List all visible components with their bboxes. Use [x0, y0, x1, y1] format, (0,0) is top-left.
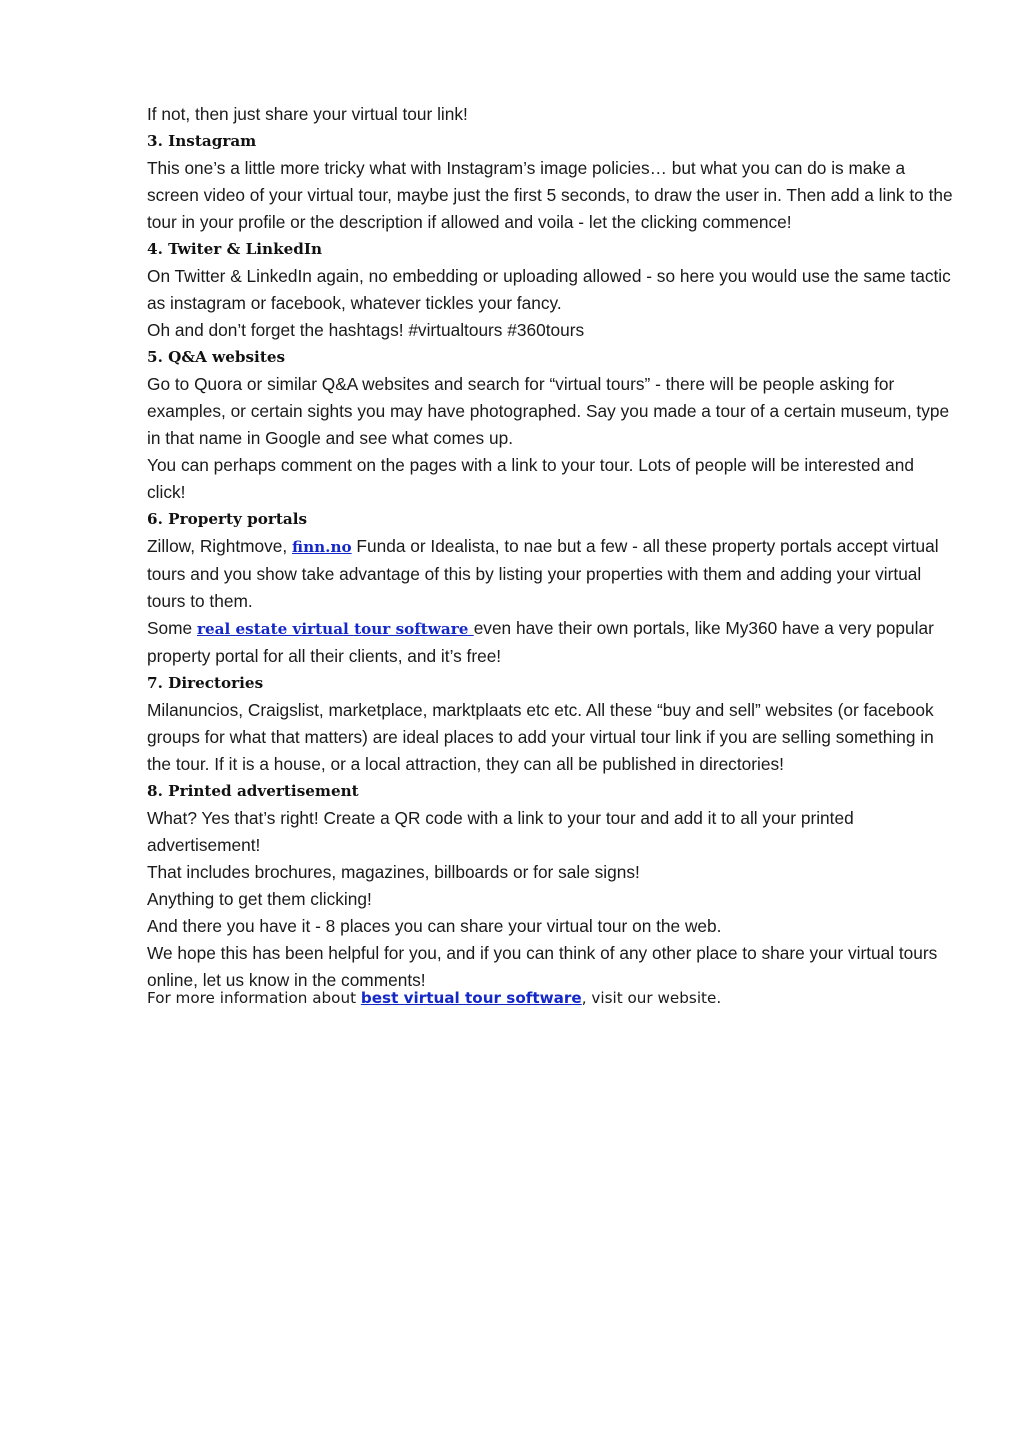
paragraph-property-software [147, 615, 957, 670]
heading-twitter-linkedin: 4. Twiter & LinkedIn [147, 240, 323, 258]
intro-line: If not, then just share your virtual tour link! [147, 104, 468, 124]
heading-instagram: 3. Instagram [147, 132, 257, 150]
paragraph-printed-qr: What? Yes that’s right! Create a QR code with a link to your tour and add it to all your printed advertisement! [147, 808, 854, 855]
real-estate-software-link[interactable]: real estate virtual tour software [196, 620, 474, 638]
paragraph-printed-clicking: Anything to get them clicking! [147, 889, 372, 909]
heading-directories: 7. Directories [147, 674, 264, 692]
software-text-after-link: even have their own portals, like My360 have a very popular property portal for all their clients, and it’s free! [147, 618, 934, 666]
finn-no-link[interactable]: finn.no [292, 538, 352, 556]
paragraph-directories: Milanuncios, Craigslist, marketplace, marktplaats etc etc. All these “buy and sell” websites (or facebook groups for what that matters) are ideal places to add your virtual tour link if you are selling something in the tour. If it is a house, or a local attraction, they can all be published in directories! [147, 700, 934, 774]
best-software-link[interactable]: best virtual tour software [360, 989, 582, 1007]
paragraph-qa-comment: You can perhaps comment on the pages with a link to your tour. Lots of people will be interested and click! [147, 455, 914, 502]
heading-qa-websites: 5. Q&A websites [147, 348, 286, 366]
paragraph-twitter-linkedin: On Twitter & LinkedIn again, no embedding or uploading allowed - so here you would use the same tactic as instagram or facebook, whatever tickles your fancy. [147, 266, 951, 313]
heading-property-portals: 6. Property portals [147, 510, 308, 528]
software-text-before-link: Some [147, 618, 197, 638]
paragraph-instagram: This one’s a little more tricky what with Instagram’s image policies… but what you can do is make a screen video of your virtual tour, maybe just the first 5 seconds, to draw the user in. Then add a link to the tour in your profile or the description if allowed and voila - let the clicking commence! [147, 158, 953, 232]
paragraph-property-portals [147, 533, 957, 615]
document-page [147, 101, 957, 1008]
paragraph-hashtags: Oh and don’t forget the hashtags! #virtualtours #360tours [147, 320, 585, 340]
paragraph-closing: We hope this has been helpful for you, and if you can think of any other place to share your virtual tours online, let us know in the comments! [147, 943, 938, 990]
property-text-before-link: Zillow, Rightmove, [147, 536, 293, 556]
footer-line [147, 988, 957, 1008]
property-text-after-link: Funda or Idealista, to nae but a few - all these property portals accept virtual tours and you show take advantage of this by listing your properties with them and adding your virtual tours to them. [147, 536, 939, 611]
paragraph-printed-includes: That includes brochures, magazines, billboards or for sale signs! [147, 862, 640, 882]
heading-printed-advertisement: 8. Printed advertisement [147, 782, 359, 800]
paragraph-conclusion: And there you have it - 8 places you can share your virtual tour on the web. [147, 916, 722, 936]
paragraph-qa-websites: Go to Quora or similar Q&A websites and search for “virtual tours” - there will be people asking for examples, or certain sights you may have photographed. Say you made a tour of a certain museum, type in that name in Google and see what comes up. [147, 374, 950, 448]
footer-text-after-link: , visit our website. [581, 989, 722, 1007]
footer-text-before-link: For more information about [147, 989, 361, 1007]
